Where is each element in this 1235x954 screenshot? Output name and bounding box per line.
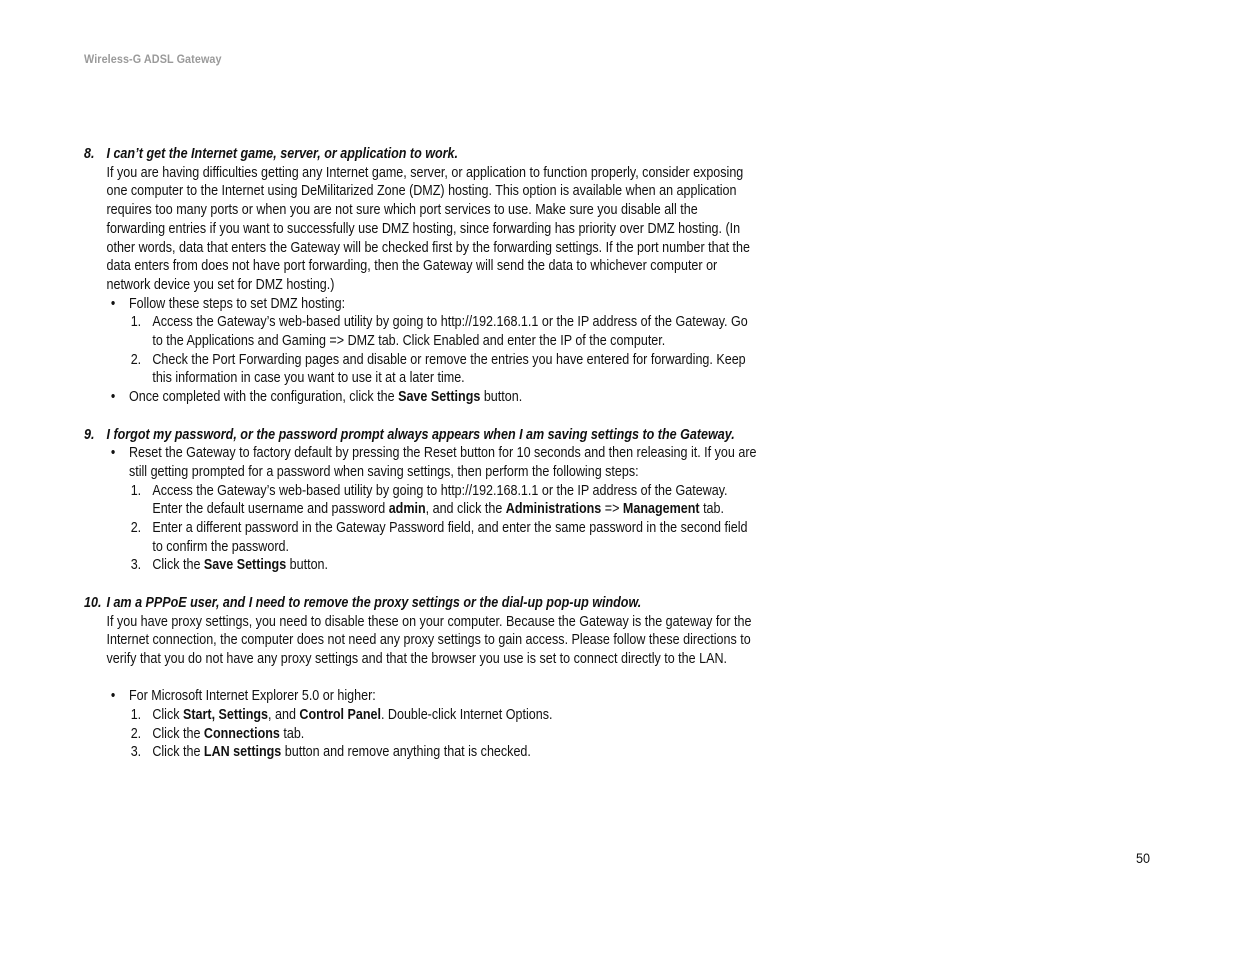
bullet-marker: • — [110, 389, 116, 406]
bullet-marker: • — [110, 295, 116, 312]
spacer — [84, 669, 759, 688]
step-number: 2. — [130, 725, 142, 742]
running-header: Wireless-G ADSL Gateway — [84, 52, 222, 66]
list-item: 3. Click the Save Settings button. — [130, 557, 329, 574]
question-number: 9. — [84, 426, 95, 443]
question-10-intro: If you have proxy settings, you need to disable these on your computer. Because the Gateway is the gateway for the Internet connection, the computer does not need any proxy settings to gain access. Please follow these directions to verify that you do not have any proxy settings and that the browser you use is set to connect directly to the LAN. — [106, 613, 752, 667]
list-item: • Once completed with the configuration, click the Save Settings button. — [110, 389, 523, 406]
question-number: 10. — [84, 594, 102, 611]
list-item: • Reset the Gateway to factory default by pressing the Reset button for 10 seconds and then releasing it. If you are still getting prompted for a password when saving settings, then perform the following steps: — [110, 445, 757, 480]
question-9-title: 9. I forgot my password, or the password prompt always appears when I am saving settings to the Gateway. — [84, 426, 735, 443]
list-item: 2. Check the Port Forwarding pages and disable or remove the entries you have entered for forwarding. Keep this information in case you want to use it at a later time. — [130, 351, 746, 387]
step-number: 1. — [130, 482, 142, 499]
step-number: 3. — [130, 557, 142, 574]
page-number: 50 — [1136, 850, 1151, 866]
list-item: 1. Click Start, Settings, and Control Panel. Double-click Internet Options. — [130, 707, 553, 724]
spacer — [84, 407, 759, 426]
question-8-intro: If you are having difficulties getting any Internet game, server, or application to function properly, consider exposing one computer to the Internet using DeMilitarized Zone (DMZ) hosting. This option is available when an application requires too many ports or when you are not sure which port services to use. Make sure you disable all the forwarding entries if you want to successfully use DMZ hosting, since forwarding has priority over DMZ hosting. (In other words, data that enters the Gateway will be checked first by the forwarding settings. If the port number that the data enters from does not have port forwarding, then the Gateway will send the data to whichever computer or network device you set for DMZ hosting.) — [106, 164, 750, 293]
list-item: 2. Enter a different password in the Gateway Password field, and enter the same password in the second field to confirm the password. — [130, 520, 748, 555]
question-10-title: 10. I am a PPPoE user, and I need to remove the proxy settings or the dial-up pop-up window. — [84, 594, 642, 611]
question-8-title: 8. I can’t get the Internet game, server, or application to work. — [84, 146, 459, 162]
question-number: 8. — [84, 146, 95, 162]
bullet-marker: • — [110, 445, 116, 462]
list-item: 2. Click the Connections tab. — [130, 725, 305, 742]
step-number: 2. — [130, 351, 142, 368]
step-number: 1. — [130, 707, 142, 724]
list-item: • For Microsoft Internet Explorer 5.0 or higher: — [110, 688, 376, 705]
list-item: 1. Access the Gateway’s web-based utility by going to http://192.168.1.1 or the IP address of the Gateway. Go to the Applications and Gaming => DMZ tab. Click Enabled and enter the IP of the computer. — [130, 314, 748, 350]
step-number: 1. — [130, 314, 142, 331]
spacer — [84, 575, 759, 594]
list-item: 1. Access the Gateway’s web-based utility by going to http://192.168.1.1 or the IP address of the Gateway. Enter the default username and password admin, and click the Administrations => Management tab. — [130, 482, 728, 518]
list-item: • Follow these steps to set DMZ hosting: — [110, 295, 346, 312]
bullet-marker: • — [110, 688, 116, 705]
step-number: 2. — [130, 520, 142, 537]
list-item: 3. Click the LAN settings button and remove anything that is checked. — [130, 744, 531, 761]
step-number: 3. — [130, 744, 142, 761]
page-content — [84, 145, 759, 762]
